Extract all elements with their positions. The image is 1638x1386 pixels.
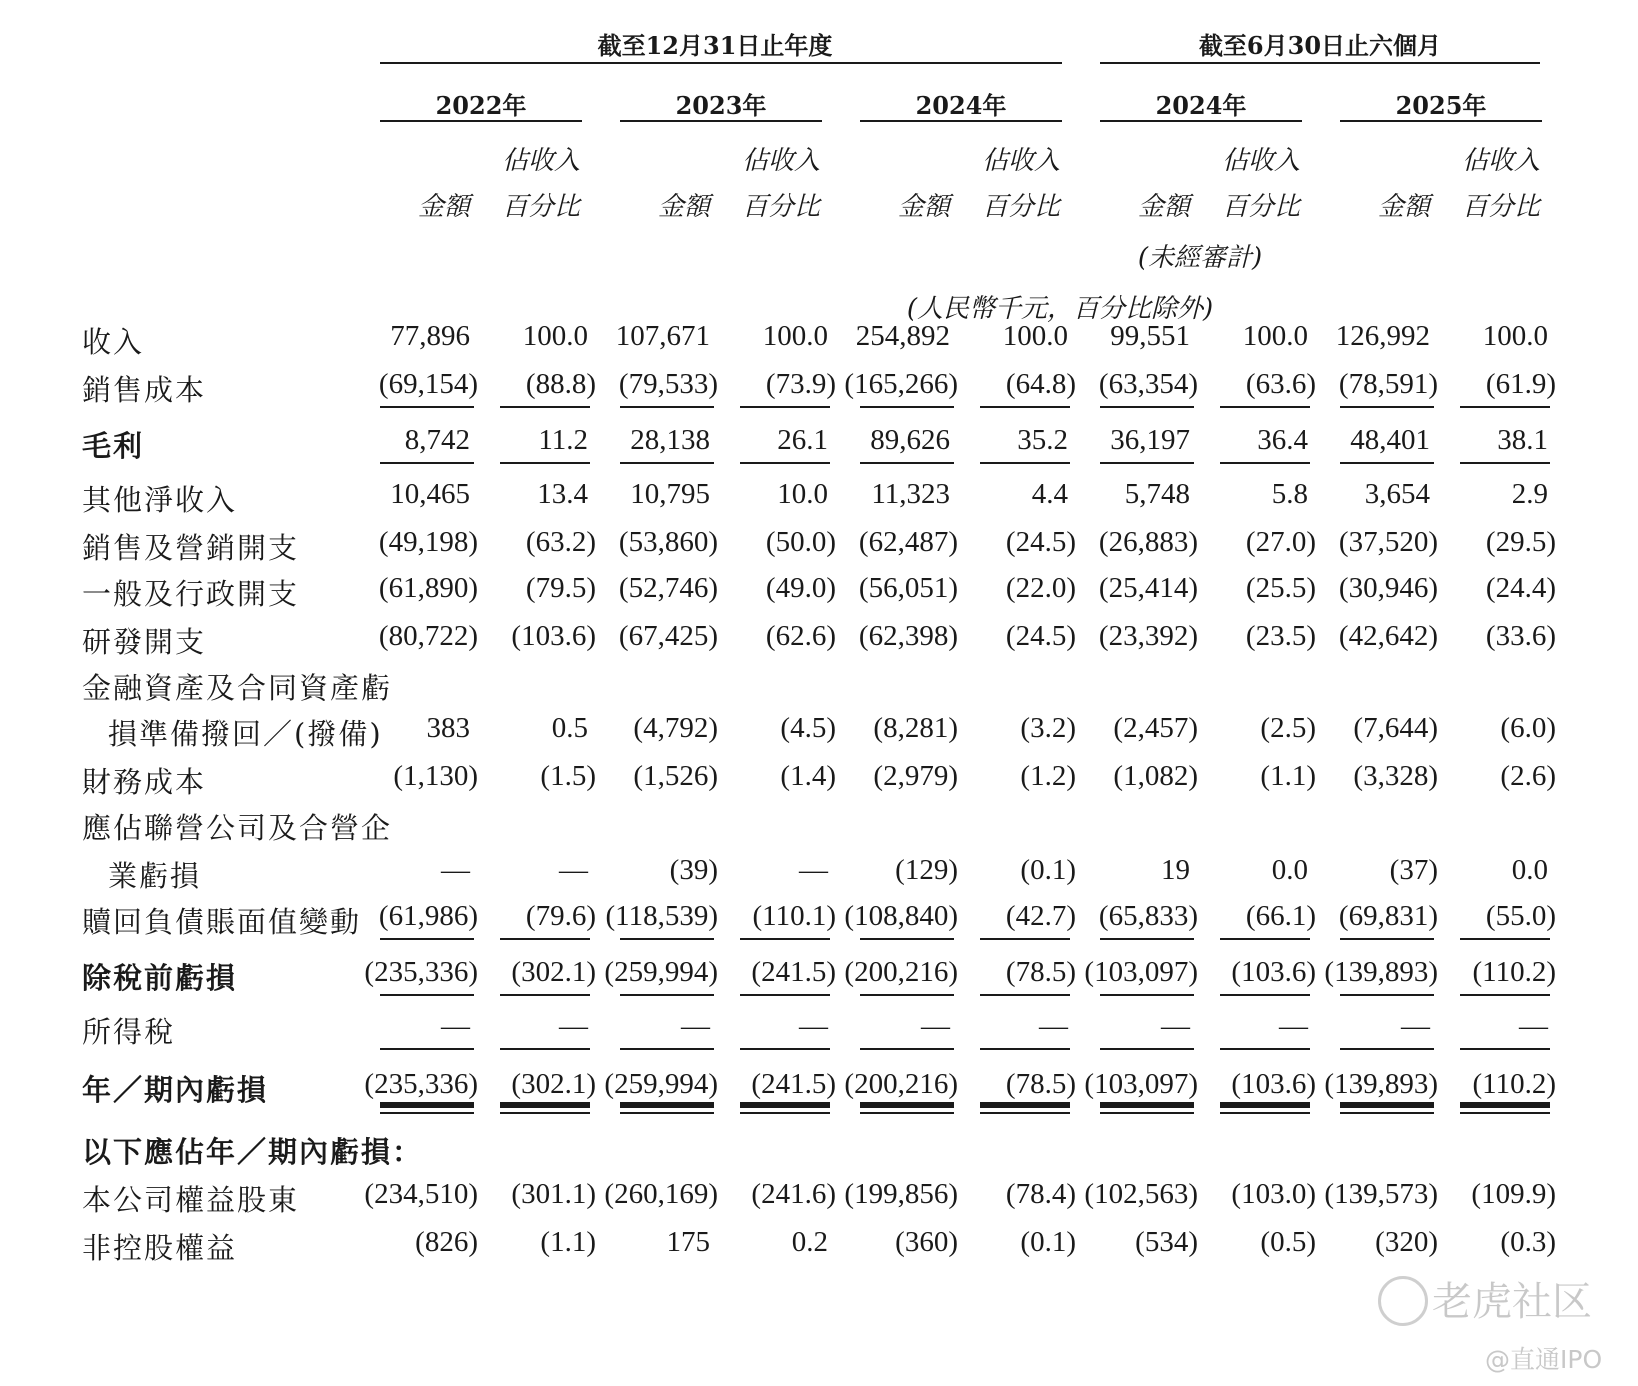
percent-value: (241.5) (751, 956, 836, 988)
row-label: 研發開支 (82, 625, 207, 659)
amount-value: (360) (895, 1226, 958, 1258)
subtotal-rule (1460, 994, 1550, 996)
subtotal-rule (1460, 462, 1550, 464)
amount-value: (42,642) (1338, 620, 1438, 652)
percent-column-header (1440, 138, 1540, 230)
subtotal-rule (1220, 1048, 1310, 1050)
percent-value: (24.5) (1005, 620, 1076, 652)
percent-value: 10.0 (777, 478, 828, 510)
amount-value: (7,644) (1353, 712, 1438, 744)
subtotal-rule (1100, 1048, 1194, 1050)
percent-value: 11.2 (538, 424, 588, 456)
amount-value: (37) (1389, 854, 1438, 886)
percent-value: (103.0) (1231, 1178, 1316, 1210)
amount-value: 10,795 (630, 478, 710, 510)
amount-value: (200,216) (844, 1068, 958, 1100)
amount-value: (3,328) (1353, 760, 1438, 792)
amount-value: (199,856) (844, 1178, 958, 1210)
amount-value: 19 (1161, 854, 1190, 886)
subtotal-rule (980, 462, 1070, 464)
amount-value: (49,198) (378, 526, 478, 558)
row-label: 一般及行政開支 (82, 577, 300, 611)
year-header-2: 2024年 (915, 91, 1007, 120)
year-header-rule-0 (380, 120, 582, 122)
percent-value: (1.2) (1020, 760, 1076, 792)
subtotal-rule (860, 406, 954, 408)
amount-column-header: 金額 (897, 192, 950, 222)
amount-value: (39) (669, 854, 718, 886)
amount-value: (8,281) (873, 712, 958, 744)
percent-value: (88.8) (525, 368, 596, 400)
subtotal-rule (740, 1048, 830, 1050)
amount-value: (69,154) (378, 368, 478, 400)
percent-value: — (559, 1010, 588, 1042)
amount-value: (56,051) (858, 572, 958, 604)
amount-value: — (921, 1010, 950, 1042)
year-header-0: 2022年 (435, 91, 527, 120)
subtotal-rule (380, 938, 474, 940)
total-double-rule (1220, 1102, 1310, 1108)
percent-value: (62.6) (765, 620, 836, 652)
percent-value: (24.4) (1485, 572, 1556, 604)
subtotal-rule (500, 1048, 590, 1050)
total-double-rule (1220, 1112, 1310, 1114)
year-header-rule-4 (1340, 120, 1542, 122)
total-double-rule (1340, 1112, 1434, 1114)
percent-header-line2: 百分比 (501, 192, 580, 222)
amount-value: (53,860) (618, 526, 718, 558)
row-label-continued: 業虧損 (108, 859, 202, 893)
percent-value: (22.0) (1005, 572, 1076, 604)
subtotal-rule (1340, 462, 1434, 464)
amount-value: (235,336) (364, 956, 478, 988)
amount-value: 175 (666, 1226, 710, 1258)
amount-value: (102,563) (1084, 1178, 1198, 1210)
percent-value: (1.1) (1260, 760, 1316, 792)
percent-header-line2: 百分比 (1461, 192, 1540, 222)
percent-value: (1.5) (540, 760, 596, 792)
watermark-text: 老虎社区 (1432, 1279, 1592, 1325)
percent-header-line2: 百分比 (741, 192, 820, 222)
amount-value: 383 (426, 712, 470, 744)
total-double-rule (1460, 1102, 1550, 1108)
amount-value: 5,748 (1124, 478, 1190, 510)
interim-period-header: 截至6月30日止六個月 (1198, 31, 1442, 60)
percent-value: (110.1) (752, 900, 836, 932)
subtotal-rule (980, 1048, 1070, 1050)
row-label: 金融資產及合同資產虧 (82, 671, 393, 705)
amount-value: (1,082) (1113, 760, 1198, 792)
amount-column-header: 金額 (417, 192, 470, 222)
total-double-rule (740, 1112, 830, 1114)
subtotal-rule (380, 406, 474, 408)
percent-value: (109.9) (1471, 1178, 1556, 1210)
annual-period-header: 截至12月31日止年度 (597, 31, 833, 60)
percent-value: (241.6) (751, 1178, 836, 1210)
amount-value: 89,626 (870, 424, 950, 456)
amount-value: (61,890) (378, 572, 478, 604)
percent-value: (6.0) (1500, 712, 1556, 744)
amount-value: (103,097) (1084, 956, 1198, 988)
percent-header-line1: 佔收入 (1461, 146, 1540, 176)
year-header-4: 2025年 (1395, 91, 1487, 120)
amount-value: (65,833) (1098, 900, 1198, 932)
amount-value: (259,994) (604, 1068, 718, 1100)
amount-value: (534) (1135, 1226, 1198, 1258)
amount-value: 10,465 (390, 478, 470, 510)
percent-value: (3.2) (1020, 712, 1076, 744)
amount-value: — (441, 854, 470, 886)
percent-column-header (720, 138, 820, 230)
percent-value: 0.2 (791, 1226, 828, 1258)
percent-value: (63.6) (1245, 368, 1316, 400)
subtotal-rule (1460, 406, 1550, 408)
amount-value: (23,392) (1098, 620, 1198, 652)
total-double-rule (740, 1102, 830, 1108)
percent-value: (78.4) (1005, 1178, 1076, 1210)
subtotal-rule (740, 406, 830, 408)
subtotal-rule (980, 406, 1070, 408)
row-label: 本公司權益股東 (82, 1183, 300, 1217)
subtotal-rule (500, 406, 590, 408)
amount-value: (1,130) (393, 760, 478, 792)
subtotal-rule (500, 462, 590, 464)
total-double-rule (860, 1112, 954, 1114)
amount-value: (200,216) (844, 956, 958, 988)
percent-value: 100.0 (1482, 320, 1548, 352)
subtotal-rule (1340, 994, 1434, 996)
percent-value: (103.6) (511, 620, 596, 652)
amount-value: (103,097) (1084, 1068, 1198, 1100)
amount-value: (2,457) (1113, 712, 1198, 744)
percent-value: (110.2) (1472, 956, 1556, 988)
percent-value: (4.5) (780, 712, 836, 744)
subtotal-rule (1460, 938, 1550, 940)
amount-value: 28,138 (630, 424, 710, 456)
row-label: 銷售及營銷開支 (82, 531, 300, 565)
subtotal-rule (620, 462, 714, 464)
amount-value: (61,986) (378, 900, 478, 932)
amount-value: — (1161, 1010, 1190, 1042)
subtotal-rule (620, 406, 714, 408)
subtotal-rule (740, 994, 830, 996)
amount-value: 254,892 (855, 320, 950, 352)
amount-value: (63,354) (1098, 368, 1198, 400)
percent-value: (64.8) (1005, 368, 1076, 400)
subtotal-rule (860, 994, 954, 996)
percent-value: 4.4 (1031, 478, 1068, 510)
percent-value: 100.0 (1002, 320, 1068, 352)
interim-period-rule (1100, 62, 1540, 64)
percent-value: — (799, 854, 828, 886)
row-label: 收入 (82, 325, 145, 359)
percent-value: (27.0) (1245, 526, 1316, 558)
amount-value: (30,946) (1338, 572, 1438, 604)
amount-value: 99,551 (1110, 320, 1190, 352)
amount-value: (69,831) (1338, 900, 1438, 932)
amount-value: 107,671 (615, 320, 710, 352)
amount-value: (139,893) (1324, 1068, 1438, 1100)
amount-value: (62,487) (858, 526, 958, 558)
percent-value: (0.1) (1020, 1226, 1076, 1258)
percent-value: (61.9) (1485, 368, 1556, 400)
amount-value: (234,510) (364, 1178, 478, 1210)
amount-value: — (1401, 1010, 1430, 1042)
row-label: 財務成本 (82, 765, 207, 799)
percent-value: (55.0) (1485, 900, 1556, 932)
percent-value: (50.0) (765, 526, 836, 558)
percent-value: (302.1) (511, 956, 596, 988)
row-label: 所得稅 (82, 1015, 176, 1049)
percent-value: 5.8 (1271, 478, 1308, 510)
subtotal-rule (980, 938, 1070, 940)
percent-value: — (1039, 1010, 1068, 1042)
subtotal-rule (620, 938, 714, 940)
row-label: 銷售成本 (82, 373, 207, 407)
amount-value: (37,520) (1338, 526, 1438, 558)
percent-header-line1: 佔收入 (981, 146, 1060, 176)
total-double-rule (500, 1112, 590, 1114)
percent-value: (1.1) (540, 1226, 596, 1258)
percent-value: (63.2) (525, 526, 596, 558)
amount-value: (26,883) (1098, 526, 1198, 558)
percent-value: (110.2) (1472, 1068, 1556, 1100)
percent-value: (103.6) (1231, 956, 1316, 988)
percent-value: (78.5) (1005, 956, 1076, 988)
subtotal-rule (1220, 462, 1310, 464)
watermark-logo-icon (1378, 1276, 1428, 1326)
total-double-rule (1100, 1112, 1194, 1114)
amount-value: (78,591) (1338, 368, 1438, 400)
subtotal-rule (980, 994, 1070, 996)
subtotal-rule (620, 994, 714, 996)
amount-value: (139,893) (1324, 956, 1438, 988)
total-double-rule (620, 1112, 714, 1114)
percent-value: 38.1 (1497, 424, 1548, 456)
unit-note: (人民幣千元，百分比除外) (906, 294, 1214, 324)
percent-value: — (799, 1010, 828, 1042)
row-label: 其他淨收入 (82, 483, 238, 517)
percent-column-header (960, 138, 1060, 230)
amount-value: (80,722) (378, 620, 478, 652)
percent-value: (79.5) (525, 572, 596, 604)
amount-value: — (441, 1010, 470, 1042)
amount-value: (2,979) (873, 760, 958, 792)
percent-value: (2.6) (1500, 760, 1556, 792)
amount-value: (165,266) (844, 368, 958, 400)
amount-value: 77,896 (390, 320, 470, 352)
subtotal-rule (500, 994, 590, 996)
percent-value: (79.6) (525, 900, 596, 932)
percent-value: 0.5 (551, 712, 588, 744)
subtotal-rule (1100, 994, 1194, 996)
year-header-rule-3 (1100, 120, 1302, 122)
percent-value: (49.0) (765, 572, 836, 604)
percent-value: (103.6) (1231, 1068, 1316, 1100)
percent-value: (241.5) (751, 1068, 836, 1100)
total-double-rule (620, 1102, 714, 1108)
amount-value: 8,742 (404, 424, 470, 456)
percent-value: 13.4 (537, 478, 588, 510)
subtotal-rule (860, 462, 954, 464)
subtotal-rule (740, 462, 830, 464)
percent-value: (42.7) (1005, 900, 1076, 932)
percent-header-line2: 百分比 (981, 192, 1060, 222)
amount-column-header: 金額 (657, 192, 710, 222)
row-label: 除稅前虧損 (82, 961, 238, 995)
subtotal-rule (620, 1048, 714, 1050)
percent-value: (301.1) (511, 1178, 596, 1210)
percent-value: 26.1 (777, 424, 828, 456)
subtotal-rule (380, 462, 474, 464)
amount-value: (259,994) (604, 956, 718, 988)
total-double-rule (860, 1102, 954, 1108)
subtotal-rule (860, 938, 954, 940)
amount-value: (52,746) (618, 572, 718, 604)
amount-value: (235,336) (364, 1068, 478, 1100)
amount-value: (129) (895, 854, 958, 886)
amount-value: (67,425) (618, 620, 718, 652)
amount-value: 11,323 (871, 478, 950, 510)
percent-value: (0.3) (1500, 1226, 1556, 1258)
unaudited-note: (未經審計) (1137, 243, 1263, 273)
percent-value: — (559, 854, 588, 886)
subtotal-rule (1340, 938, 1434, 940)
percent-value: 100.0 (762, 320, 828, 352)
subtotal-rule (1100, 462, 1194, 464)
percent-value: (1.4) (780, 760, 836, 792)
row-label: 以下應佔年／期內虧損： (82, 1135, 424, 1169)
amount-value: 48,401 (1350, 424, 1430, 456)
amount-value: (108,840) (844, 900, 958, 932)
year-header-3: 2024年 (1155, 91, 1247, 120)
year-header-rule-2 (860, 120, 1062, 122)
subtotal-rule (1220, 938, 1310, 940)
amount-value: 3,654 (1364, 478, 1430, 510)
total-double-rule (1100, 1102, 1194, 1108)
percent-column-header (480, 138, 580, 230)
total-double-rule (380, 1112, 474, 1114)
percent-value: 36.4 (1257, 424, 1308, 456)
total-double-rule (1340, 1102, 1434, 1108)
subtotal-rule (860, 1048, 954, 1050)
row-label: 贖回負債賬面值變動 (82, 905, 362, 939)
percent-header-line2: 百分比 (1221, 192, 1300, 222)
amount-value: (118,539) (605, 900, 718, 932)
percent-value: (78.5) (1005, 1068, 1076, 1100)
percent-value: (66.1) (1245, 900, 1316, 932)
percent-value: (0.5) (1260, 1226, 1316, 1258)
percent-value: (23.5) (1245, 620, 1316, 652)
amount-value: (826) (415, 1226, 478, 1258)
percent-value: 0.0 (1271, 854, 1308, 886)
amount-value: — (681, 1010, 710, 1042)
amount-value: (79,533) (618, 368, 718, 400)
subtotal-rule (1220, 406, 1310, 408)
subtotal-rule (1340, 1048, 1434, 1050)
subtotal-rule (740, 938, 830, 940)
row-label-continued: 損準備撥回／(撥備) (108, 717, 383, 751)
amount-value: (139,573) (1324, 1178, 1438, 1210)
percent-value: 100.0 (1242, 320, 1308, 352)
percent-value: (24.5) (1005, 526, 1076, 558)
watermark-subtext: @直通IPO (1485, 1345, 1603, 1374)
percent-value: 0.0 (1511, 854, 1548, 886)
percent-value: (2.5) (1260, 712, 1316, 744)
row-label: 年／期內虧損 (82, 1073, 269, 1107)
percent-header-line1: 佔收入 (1221, 146, 1300, 176)
total-double-rule (1460, 1112, 1550, 1114)
percent-value: 100.0 (522, 320, 588, 352)
amount-value: (1,526) (633, 760, 718, 792)
percent-value: (302.1) (511, 1068, 596, 1100)
row-label: 毛利 (82, 429, 145, 463)
percent-header-line1: 佔收入 (501, 146, 580, 176)
percent-value: — (1519, 1010, 1548, 1042)
percent-header-line1: 佔收入 (741, 146, 820, 176)
amount-column-header: 金額 (1377, 192, 1430, 222)
total-double-rule (980, 1102, 1070, 1108)
percent-value: (33.6) (1485, 620, 1556, 652)
percent-value: 35.2 (1017, 424, 1068, 456)
percent-value: (29.5) (1485, 526, 1556, 558)
year-header-rule-1 (620, 120, 822, 122)
subtotal-rule (1460, 1048, 1550, 1050)
year-header-1: 2023年 (675, 91, 767, 120)
amount-column-header: 金額 (1137, 192, 1190, 222)
amount-value: (4,792) (633, 712, 718, 744)
amount-value: (25,414) (1098, 572, 1198, 604)
amount-value: (62,398) (858, 620, 958, 652)
percent-value: 2.9 (1511, 478, 1548, 510)
subtotal-rule (1340, 406, 1434, 408)
percent-value: — (1279, 1010, 1308, 1042)
amount-value: (260,169) (604, 1178, 718, 1210)
subtotal-rule (1100, 406, 1194, 408)
subtotal-rule (380, 994, 474, 996)
subtotal-rule (1100, 938, 1194, 940)
subtotal-rule (1220, 994, 1310, 996)
percent-value: (25.5) (1245, 572, 1316, 604)
total-double-rule (380, 1102, 474, 1108)
amount-value: (320) (1375, 1226, 1438, 1258)
total-double-rule (500, 1102, 590, 1108)
row-label: 應佔聯營公司及合營企 (82, 811, 393, 845)
amount-value: 36,197 (1110, 424, 1190, 456)
total-double-rule (980, 1112, 1070, 1114)
amount-value: 126,992 (1335, 320, 1430, 352)
percent-value: (0.1) (1020, 854, 1076, 886)
subtotal-rule (380, 1048, 474, 1050)
annual-period-rule (380, 62, 1062, 64)
subtotal-rule (500, 938, 590, 940)
row-label: 非控股權益 (82, 1231, 238, 1265)
percent-value: (73.9) (765, 368, 836, 400)
percent-column-header (1200, 138, 1300, 230)
